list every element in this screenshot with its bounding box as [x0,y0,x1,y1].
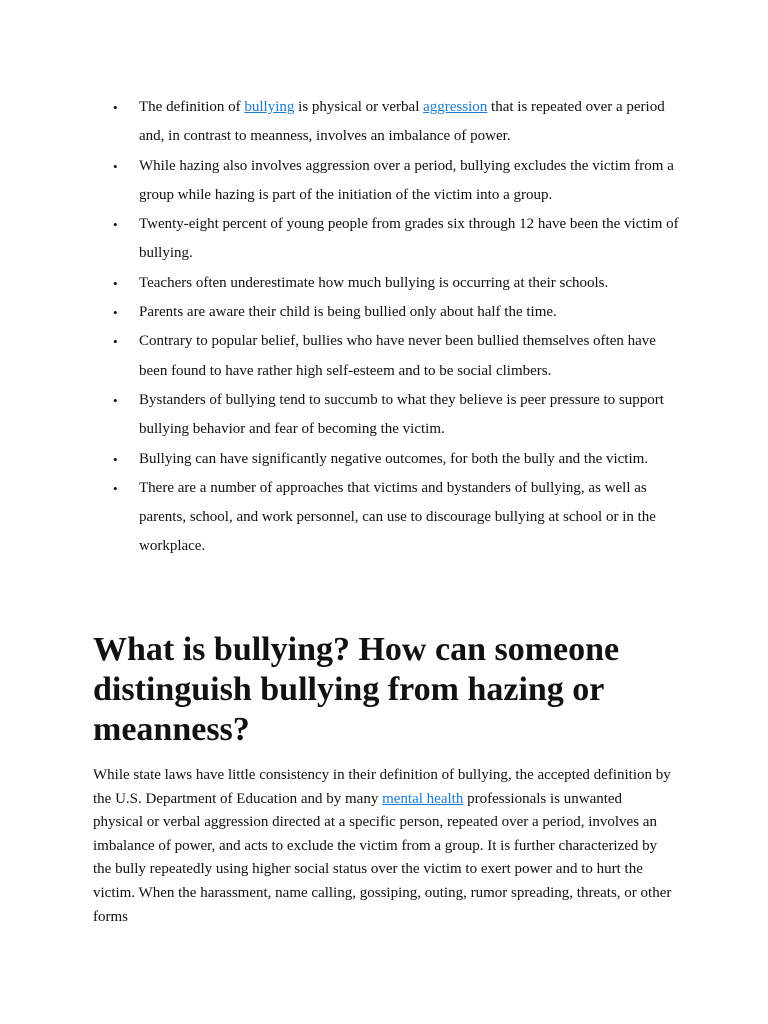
list-item-text: The definition of [139,99,245,115]
list-item-text: is physical or verbal [294,99,424,115]
list-item [0,269,768,298]
body-paragraph [93,764,673,929]
list-item-text: Bystanders of bullying tend to succumb to what they believe is peer pressure to support bullying behavior and fear of becoming the victim. [139,391,664,438]
list-item [0,327,768,386]
bullet-marker: • [113,305,118,321]
paragraph-text: professionals is unwanted physical or verbal aggression directed at a specific person, repeated over a period, involves an imbalance of power, and acts to exclude the victim from a group. It is further characterized by the bully repeatedly using higher social status over the victim to exert power and to hurt the victim. When the harassment, name calling, gossiping, outing, rumor spreading, threats, or other forms [93,790,672,925]
list-item [0,93,768,152]
section-heading: What is bullying? How can someone distinguish bullying from hazing or meanness? [93,631,620,748]
bullet-marker: • [113,158,118,174]
key-points-list [0,93,768,562]
bullet-marker: • [113,334,118,350]
bullet-marker: • [113,275,118,291]
list-item [0,210,768,269]
list-item [0,445,768,474]
bullet-marker: • [113,100,118,115]
list-item-text: While hazing also involves aggression over a period, bullying excludes the victim from a group while hazing is part of the initiation of the victim into a group. [139,157,674,203]
bullet-marker: • [113,451,118,467]
paragraph-text: While state laws have little consistency in their definition of bullying, the accepted definition by the U.S. Department of Education and by many [93,767,671,807]
bullet-marker: • [113,480,118,496]
list-item [0,386,768,445]
list-item [0,474,768,562]
list-item-text: that is repeated over a period and, in contrast to meanness, involves an imbalance of power. [139,99,665,145]
mental-health-link[interactable]: mental health [382,790,464,807]
list-item-text: Twenty-eight percent of young people from grades six through 12 have been the victim of bullying. [139,216,679,262]
list-item [0,152,768,211]
bullet-marker: • [113,217,118,233]
aggression-link[interactable]: aggression [423,99,488,115]
list-item-text: Teachers often underestimate how much bullying is occurring at their schools. [139,274,609,291]
list-item-text: Contrary to popular belief, bullies who have never been bullied themselves often have been found to have rather high self-esteem and to be social climbers. [139,333,656,379]
bullet-marker: • [113,392,118,408]
bullying-link[interactable]: bullying [244,99,295,115]
list-item-text: Bullying can have significantly negative outcomes, for both the bully and the victim. [139,450,649,467]
list-item-text: Parents are aware their child is being bullied only about half the time. [139,304,557,321]
list-item [0,298,768,327]
list-item-text: There are a number of approaches that victims and bystanders of bullying, as well as parents, school, and work personnel, can use to discourage bullying at school or in the workplace. [139,479,656,555]
